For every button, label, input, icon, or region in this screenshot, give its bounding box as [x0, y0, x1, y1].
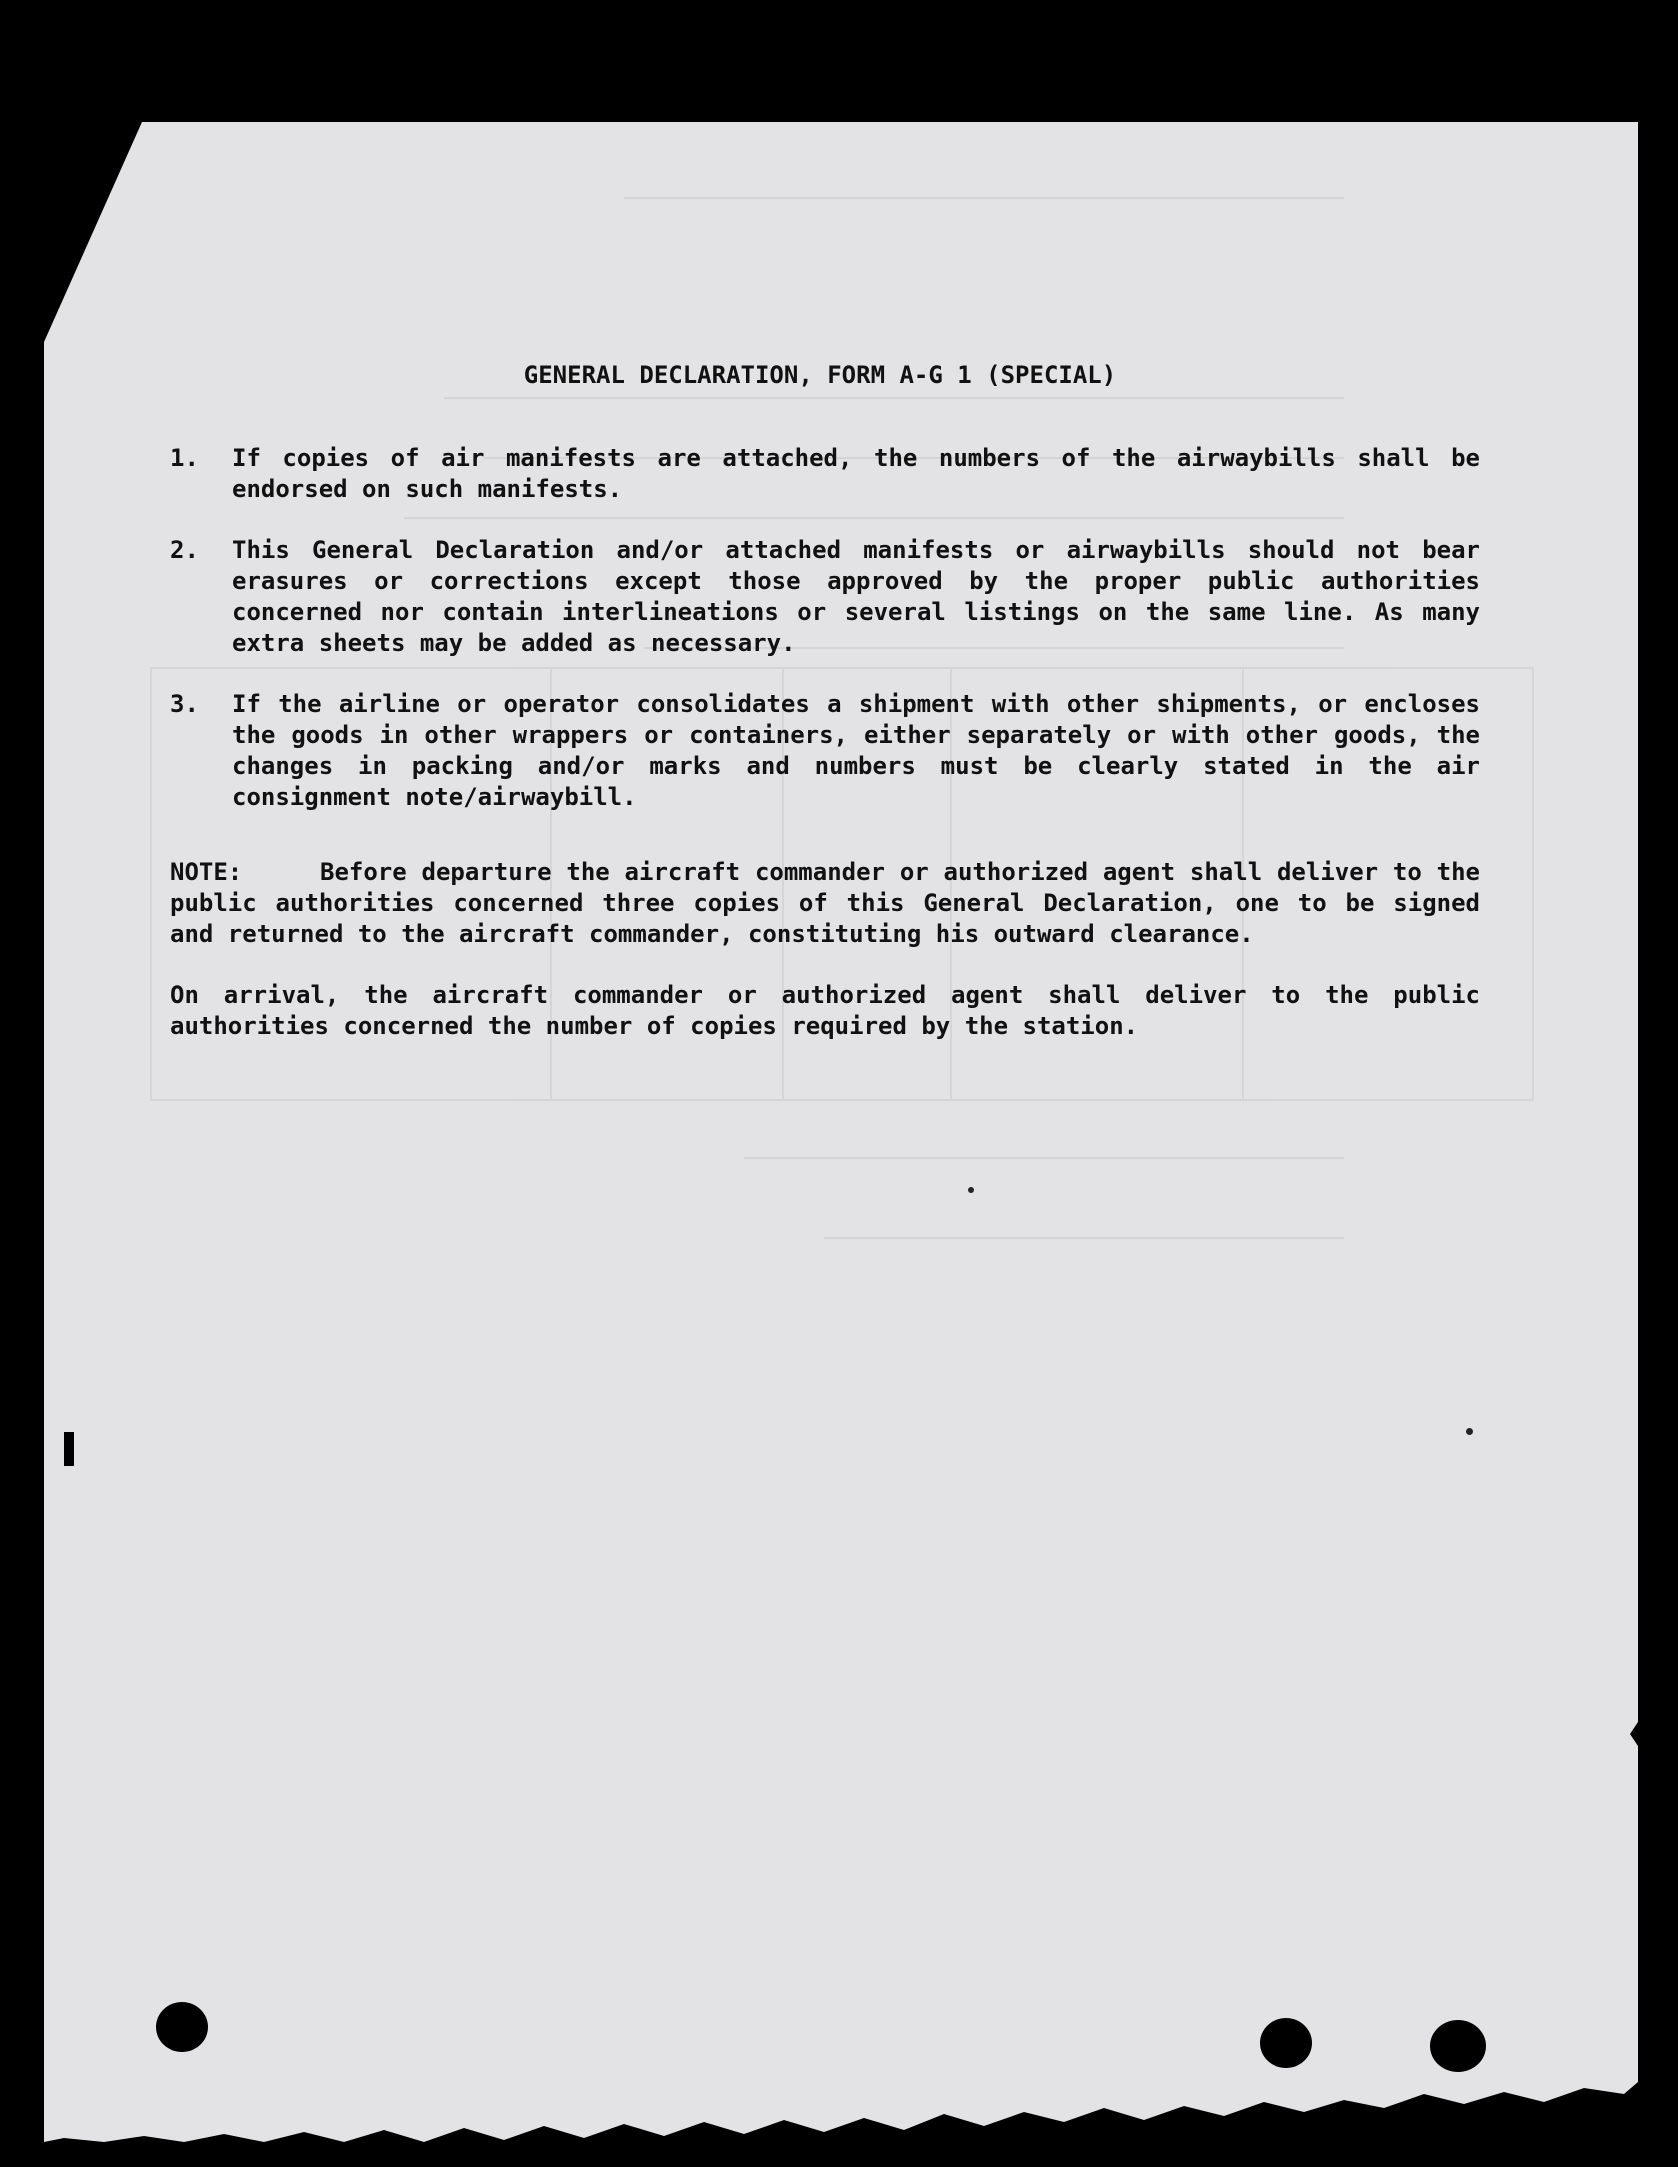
note-text: Before departure the aircraft commander or authorized agent shall deliver to the public authorities concerned three copies of this General Declaration, one to be signed and returned to the aircraft commander, constituting his outward clearance. — [170, 858, 1480, 948]
page-title: GENERAL DECLARATION, FORM A-G 1 (SPECIAL) — [523, 361, 1117, 389]
item-number: 2. — [170, 536, 199, 564]
item-text: If copies of air manifests are attached, the numbers of the airwaybills shall be endorsed on such manifests. — [232, 444, 1480, 503]
punch-hole — [1430, 2020, 1486, 2072]
list-item — [170, 535, 1480, 659]
note-label: NOTE: — [170, 858, 243, 886]
note-paragraph — [170, 857, 1480, 950]
ink-speck — [1466, 1428, 1473, 1435]
punch-hole — [156, 2002, 208, 2052]
ink-speck — [968, 1187, 974, 1193]
item-number: 1. — [170, 444, 199, 472]
declaration-content — [170, 360, 1490, 1042]
punch-hole — [1260, 2018, 1312, 2068]
item-number: 3. — [170, 690, 199, 718]
item-text: This General Declaration and/or attached manifests or airwaybills should not bear erasures or corrections except those approved by the proper public authorities concerned nor contain interlineations or several listings on the same line. As many extra sheets may be added as necessary. — [232, 536, 1480, 657]
list-item — [170, 443, 1480, 505]
list-item — [170, 689, 1480, 813]
item-text: If the airline or operator consolidates a shipment with other shipments, or encloses the goods in other wrappers or containers, either separately or with other goods, the changes in packing and/or marks and numbers must be clearly stated in the air consignment note/airwaybill. — [232, 690, 1480, 811]
edge-tear-mark — [64, 1432, 74, 1466]
arrival-paragraph: On arrival, the aircraft commander or authorized agent shall deliver to the public authorities concerned the number of copies required by the station. — [170, 981, 1480, 1040]
